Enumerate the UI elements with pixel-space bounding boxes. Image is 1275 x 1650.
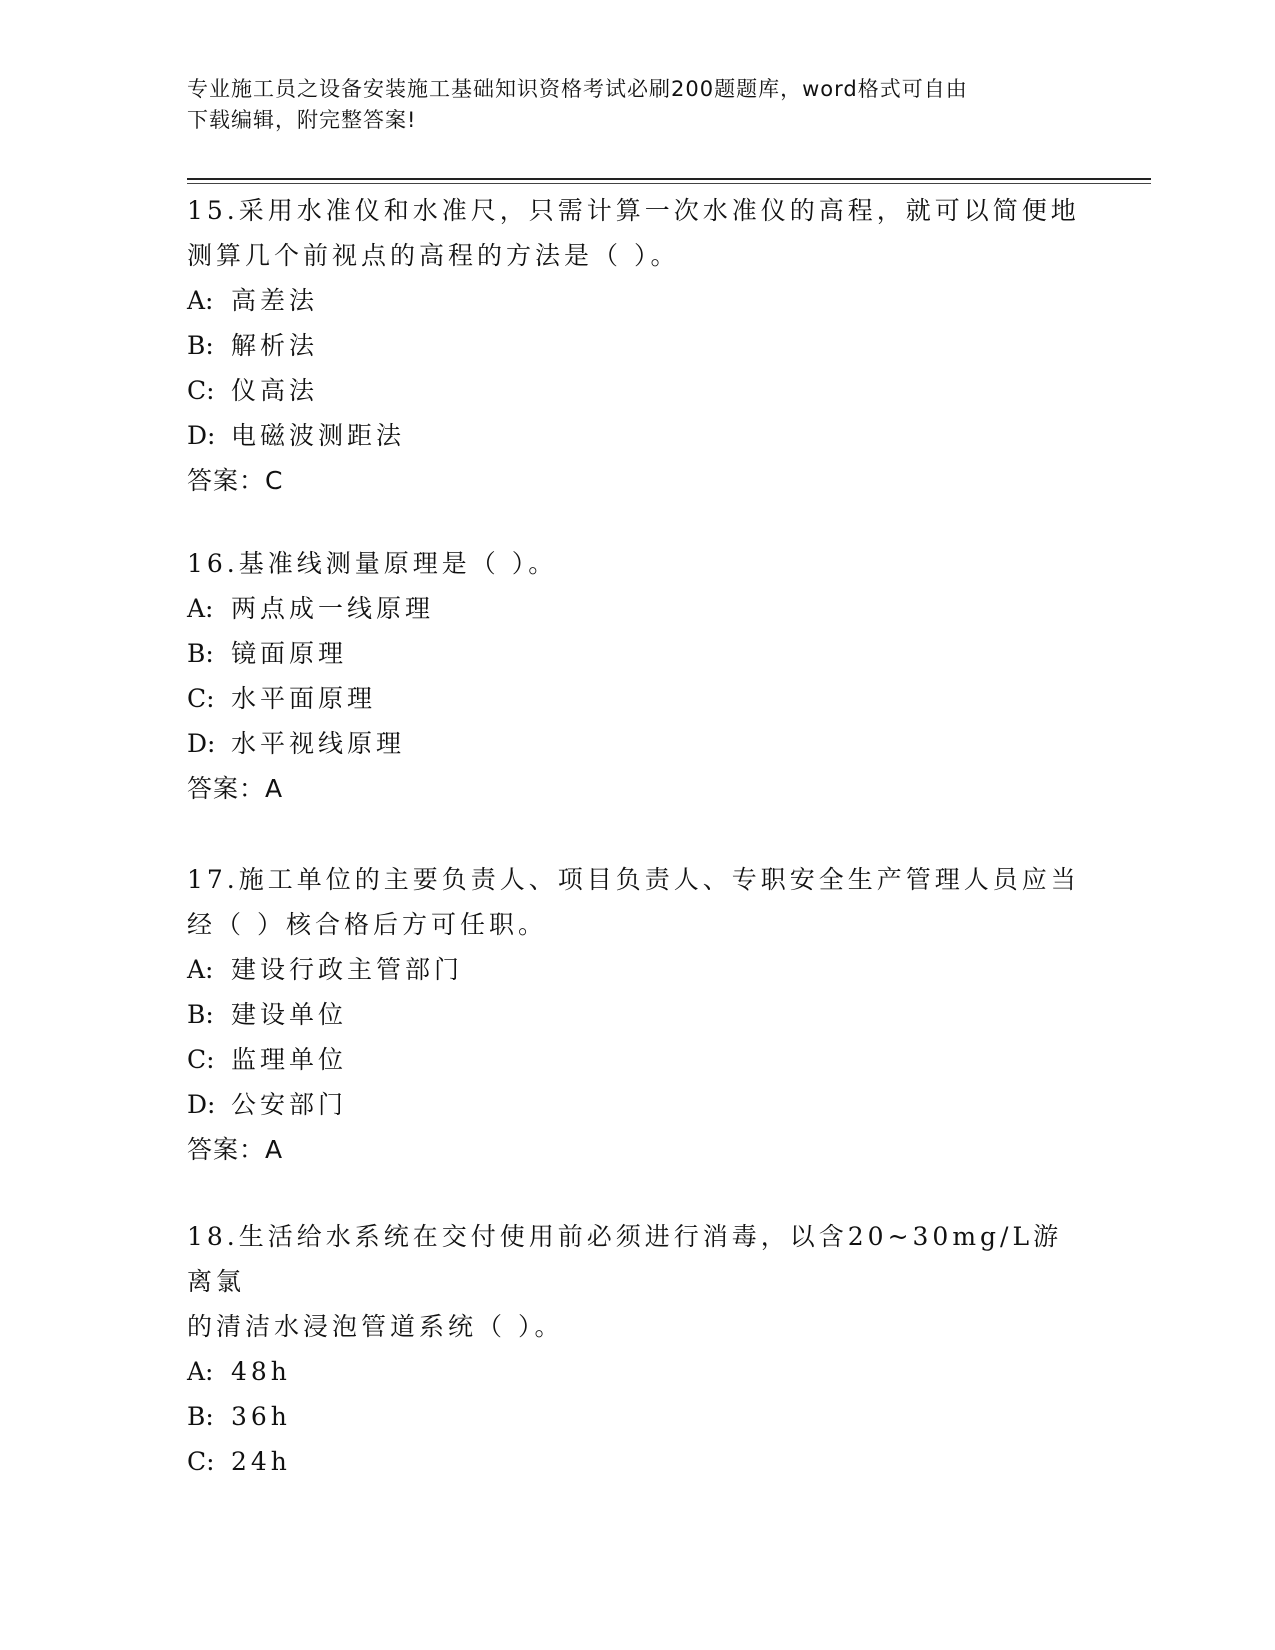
option-b (187, 992, 1087, 1037)
option-text: 镜面原理 (231, 639, 348, 668)
option-letter: A: (187, 1357, 214, 1386)
question-stem-line-1: 15.采用水准仪和水准尺，只需计算一次水准仪的高程，就可以简便地 (187, 196, 1080, 225)
document-header (187, 74, 1067, 136)
option-a (187, 947, 1087, 992)
header-line-1: 专业施工员之设备安装施工基础知识资格考试必刷200题题库，word格式可自由 (187, 77, 968, 101)
option-text: 48h (231, 1357, 291, 1386)
option-a (187, 586, 1087, 631)
option-c (187, 1439, 1087, 1484)
option-letter: B: (187, 1000, 214, 1029)
question-stem-line-1: 18.生活给水系统在交付使用前必须进行消毒，以含20~30mg/L游离氯 (187, 1222, 1063, 1296)
option-text: 36h (231, 1402, 291, 1431)
option-text: 24h (231, 1447, 291, 1476)
option-letter: A: (187, 286, 214, 315)
option-text: 解析法 (231, 331, 319, 360)
option-text: 监理单位 (231, 1045, 348, 1074)
option-letter: D: (187, 1090, 216, 1119)
option-c (187, 1037, 1087, 1082)
option-letter: C: (187, 376, 215, 405)
option-d (187, 721, 1087, 766)
question-17 (187, 857, 1087, 1172)
option-letter: B: (187, 639, 214, 668)
option-letter: B: (187, 331, 214, 360)
answer-line: 答案：C (187, 466, 284, 495)
header-divider-thin (187, 183, 1151, 184)
option-letter: C: (187, 684, 215, 713)
option-letter: A: (187, 594, 214, 623)
option-letter: A: (187, 955, 214, 984)
option-text: 建设单位 (231, 1000, 348, 1029)
option-letter: C: (187, 1447, 215, 1476)
option-letter: D: (187, 729, 216, 758)
option-text: 水平视线原理 (231, 729, 406, 758)
question-stem-line-1: 16.基准线测量原理是（ ）。 (187, 549, 558, 578)
option-text: 公安部门 (231, 1090, 348, 1119)
option-letter: B: (187, 1402, 214, 1431)
option-b (187, 323, 1087, 368)
option-text: 水平面原理 (231, 684, 377, 713)
option-a (187, 278, 1087, 323)
option-letter: D: (187, 421, 216, 450)
option-text: 建设行政主管部门 (231, 955, 464, 984)
option-text: 高差法 (231, 286, 319, 315)
option-d (187, 1082, 1087, 1127)
question-stem-line-2: 的清洁水浸泡管道系统（ ）。 (187, 1312, 564, 1341)
option-text: 两点成一线原理 (231, 594, 435, 623)
option-b (187, 1394, 1087, 1439)
option-b (187, 631, 1087, 676)
answer-line: 答案：A (187, 1135, 284, 1164)
option-text: 电磁波测距法 (231, 421, 406, 450)
option-c (187, 368, 1087, 413)
question-stem-line-2: 测算几个前视点的高程的方法是（ ）。 (187, 241, 680, 270)
question-stem-line-1: 17.施工单位的主要负责人、项目负责人、专职安全生产管理人员应当 (187, 865, 1080, 894)
option-d (187, 413, 1087, 458)
question-16 (187, 541, 1087, 811)
option-letter: C: (187, 1045, 215, 1074)
answer-line: 答案：A (187, 774, 284, 803)
header-divider-thick (187, 178, 1151, 180)
question-15 (187, 188, 1087, 503)
question-stem-line-2: 经（ ）核合格后方可任职。 (187, 910, 547, 939)
option-a (187, 1349, 1087, 1394)
question-18 (187, 1214, 1087, 1484)
option-c (187, 676, 1087, 721)
header-line-2: 下载编辑，附完整答案! (187, 108, 417, 132)
option-text: 仪高法 (231, 376, 319, 405)
